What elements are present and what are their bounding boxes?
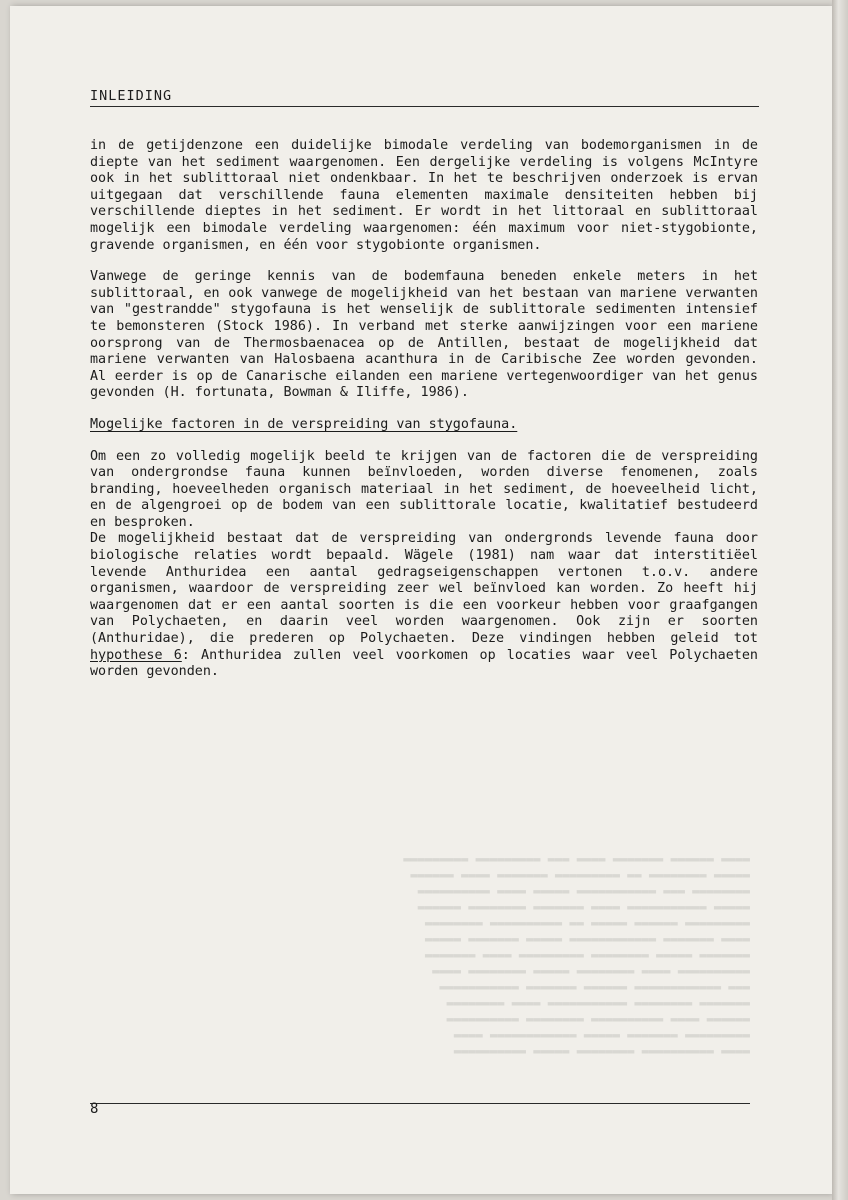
section-heading: Mogelijke factoren in de verspreiding van stygofauna. [90, 416, 518, 432]
footer-rule [90, 1103, 750, 1104]
paragraph-biological-relations [90, 531, 758, 680]
document-page [10, 6, 832, 1194]
paragraph-factors: Om een zo volledig mogelijk beeld te krijgen van de factoren die de verspreiding van ondergrondse fauna kunnen beïnvloeden, worden diverse fenomenen, zoals branding, hoeveelheden organisch materiaal in het sediment, de hoeveelheid licht, en de algengroei op de bodem van een sublittorale locatie, kwalitatief bestudeerd en besproken. [90, 448, 758, 530]
paragraph-text-end: : Anthuridea zullen veel voorkomen op locaties waar veel Polychaeten worden gevonden. [90, 647, 758, 680]
hypothesis-reference: hypothese 6 [90, 647, 182, 663]
paragraph-text-start: De mogelijkheid bestaat dat de verspreiding van ondergronds levende fauna door biologische relaties wordt bepaald. Wägele (1981) nam waar dat interstitiëel levende Anthuridea een aantal gedragseigenschappen vertonen t.o.v. andere organismen, waardoor de verspreiding zeer wel beïnvloed kan worden. Zo heeft hij waargenomen dat er een aantal soorten is die een voorkeur hebben voor graafgangen van Polychaeten, en daarin veel worden waargenomen. Ook zijn er soorten (Anthuridae), die prederen op Polychaeten. Deze vindingen hebben geleid tot [90, 531, 758, 647]
running-header: INLEIDING [90, 88, 173, 104]
header-rule [90, 106, 759, 107]
page-number: 8 [90, 1101, 99, 1117]
page-edge [832, 0, 848, 1200]
paragraph-bimodal: in de getijdenzone een duidelijke bimodale verdeling van bodemorganismen in de diepte van het sediment waargenomen. Een dergelijke verdeling is volgens McIntyre ook in het sublittoraal niet ondenkbaar. In het te beschrijven onderzoek is ervan uitgegaan dat verschillende fauna elementen maximale densiteiten hebben bij verschillende dieptes in het sediment. Er wordt in het littoraal en sublittoraal mogelijk een bimodale verdeling waargenomen: één maximum voor niet-stygobionte, gravende organismen, en één voor stygobionte organismen. [90, 138, 758, 253]
body-text [90, 138, 758, 681]
paragraph-sublittoral: Vanwege de geringe kennis van de bodemfauna beneden enkele meters in het sublittoraal, en ook vanwege de mogelijkheid van het bestaan van mariene verwanten van "gestrandde" stygofauna is het wenselijk de sublittorale sedimenten intensief te bemonsteren (Stock 1986). In verband met sterke aanwijzingen voor een mariene oorsprong van de Thermosbaenacea op de Antillen, bestaat de mogelijkheid dat mariene verwanten van Halosbaena acanthura in de Caribische Zee worden gevonden. Al eerder is op de Canarische eilanden een mariene vertegenwoordiger van het genus gevonden (H. fortunata, Bowman & Iliffe, 1986). [90, 269, 758, 401]
show-through-texture: ▬▬▬▬ ▬▬▬▬▬▬ ▬▬▬▬▬▬▬ ▬▬▬▬ ▬▬▬ ▬▬▬▬▬▬▬▬▬ ▬▬▬▬▬▬▬▬▬ ▬▬▬▬▬ ▬▬▬▬▬▬▬▬ ▬▬ ▬▬▬▬▬▬▬▬▬ ▬▬▬▬▬▬▬ ▬▬▬▬ ▬▬▬▬▬▬ ▬▬▬▬▬▬▬▬ ▬▬▬ ▬▬▬▬▬▬▬▬▬▬▬ ▬▬▬▬▬ ▬▬▬▬ ▬▬▬▬▬▬▬▬▬▬ ▬▬▬▬▬ ▬▬▬▬▬▬▬▬▬▬▬ ▬▬▬▬ ▬▬▬▬▬▬▬ ▬▬▬▬▬▬▬▬ ▬▬▬▬▬▬ ▬▬▬▬▬▬▬▬▬ ▬▬▬▬▬▬ ▬▬▬▬▬ ▬▬ ▬▬▬▬▬▬▬▬▬▬ ▬▬▬▬▬▬▬▬ ▬▬▬▬ ▬▬▬▬▬▬▬ ▬▬▬▬▬▬▬▬▬▬▬▬ ▬▬▬▬▬ ▬▬▬▬▬▬▬ ▬▬▬▬▬ ▬▬▬▬▬▬▬ ▬▬▬▬▬ ▬▬▬▬▬▬▬▬ ▬▬▬▬▬▬▬▬▬ ▬▬▬▬ ▬▬▬▬▬▬▬ ▬▬▬▬▬▬▬▬▬▬ ▬▬▬▬ ▬▬▬▬▬▬▬▬ ▬▬▬▬▬ ▬▬▬▬▬▬▬▬ ▬▬▬▬ ▬▬▬ ▬▬▬▬▬▬▬▬▬▬▬▬ ▬▬▬▬▬▬ ▬▬▬▬▬▬▬ ▬▬▬▬▬▬▬▬▬▬▬ ▬▬▬▬▬▬▬ ▬▬▬▬▬▬▬▬ ▬▬▬▬▬▬▬▬▬▬▬ ▬▬▬▬ ▬▬▬▬▬▬▬▬ ▬▬▬▬▬▬ ▬▬▬▬ ▬▬▬▬▬▬▬▬▬▬ ▬▬▬▬▬▬▬▬ ▬▬▬▬▬▬▬▬▬▬ ▬▬▬▬▬▬▬▬▬ ▬▬▬▬▬▬▬ ▬▬▬▬▬ ▬▬▬▬▬▬▬▬▬▬▬▬ ▬▬▬▬ ▬▬▬▬ ▬▬▬▬▬▬▬▬▬▬ ▬▬▬▬▬▬▬▬ ▬▬▬▬▬ ▬▬▬▬▬▬▬▬▬▬ [403, 852, 750, 1058]
